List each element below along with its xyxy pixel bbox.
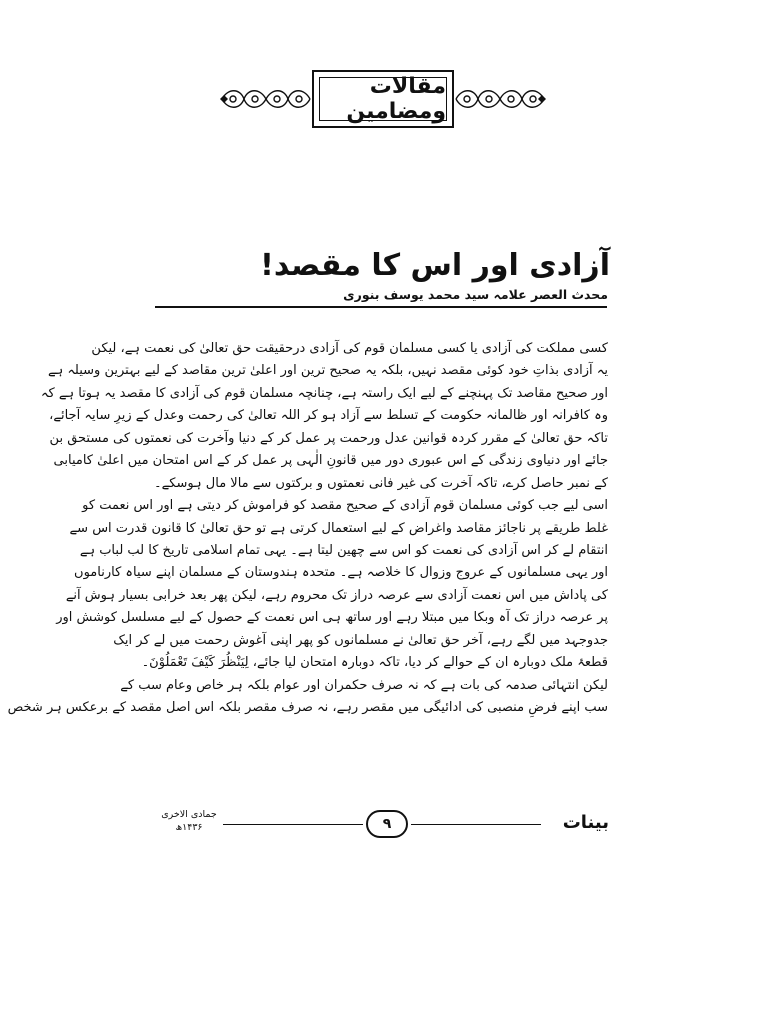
article-body [7, 338, 608, 719]
footer-rule-left [223, 824, 363, 825]
page-number: ۹ [366, 810, 408, 838]
footer-rule-right [411, 824, 541, 825]
body-line: یہ آزادی بذاتِ خود کوئی مقصد نہیں، بلکہ یہ صحیح ترین اور اعلیٰ ترین مقاصد کے لیے بہترین وسیلہ ہے [47, 363, 608, 379]
body-line: قطعۂ ملک دوبارہ ان کے حوالے کر دیا، تاکہ دوبارہ امتحان لیا جائے، لِیَنْظُرَ کَیْفَ تَعْمَلُوْنَ۔ [141, 655, 608, 671]
issue-month: جمادی الاخری [161, 809, 217, 820]
body-line: وہ کافرانہ اور ظالمانہ حکومت کے تسلط سے آزاد ہو کر اللہ تعالیٰ کی رحمت وعدل کے زیرِ سایہ آجائے، [49, 408, 608, 424]
body-line: انتقام لے کر اس آزادی کی نعمت کو اس سے چھین لیتا ہے۔ یہی تمام اسلامی تاریخ کا لب لباب ہے [79, 542, 608, 558]
body-line: غلط طریقے پر ناجائز مقاصد واغراض کے لیے استعمال کرتی ہے تو حق تعالیٰ کا قانون قدرت اس سے [69, 520, 608, 536]
body-line: کے نمبر حاصل کرے، تاکہ آخرت کی غیر فانی نعمتوں و برکتوں سے مالا مال ہوسکے۔ [154, 475, 608, 491]
issue-date [157, 808, 221, 834]
body-line: کسی مملکت کی آزادی یا کسی مسلمان قوم کی آزادی درحقیقت حق تعالیٰ کی نعمت ہے، لیکن [91, 341, 608, 356]
issue-year: ۱۴۳۶ھ [175, 822, 203, 833]
section-title-frame [312, 70, 454, 128]
body-line: اسی لیے جب کوئی مسلمان قوم آزادی کے صحیح مقصد کو فراموش کر دیتی ہے اور اس نعمت کو [82, 498, 608, 514]
body-line: جدوجہد میں لگے رہے، آخر حق تعالیٰ نے مسلمانوں کو پھر اپنی آغوش رحمت میں لے کر ایک [113, 632, 608, 648]
article-author: محدث العصر علامہ سید محمد یوسف بنوری [343, 287, 608, 302]
body-line: لیکن انتہائی صدمہ کی بات ہے کہ نہ صرف حکمران اور عوام بلکہ ہر خاص وعام سب کے [120, 677, 608, 693]
article-title: آزادی اور اس کا مقصد! [260, 248, 610, 283]
body-line: اور یہی مسلمانوں کے عروج وزوال کا خلاصہ ہے۔ متحدہ ہندوستان کے مسلمان اپنے سیاہ کارناموں [74, 565, 608, 581]
body-line: کی پاداش میں اس نعمت آزادی سے عرصہ دراز تک محروم رہے، لیکن پھر بعد خرابی بسیار ہوش آنے [65, 587, 608, 603]
body-line: تاکہ حق تعالیٰ کے مقرر کردہ قوانین عدل ورحمت پر عمل کر کے دنیا وآخرت کی نعمتوں کی مستحق بن [49, 430, 608, 446]
page-footer [157, 808, 609, 844]
body-line: اور صحیح مقاصد تک پہنچنے کے لیے ایک راستہ ہے، چنانچہ مسلمان قوم کی آزادی کا مقصد یہ ہوتا ہے کہ [40, 385, 608, 401]
body-line: پر عرصہ دراز تک آہ وبکا میں مبتلا رہے اور ساتھ ہی اس نعمت کے حصول کے لیے مسلسل کوشش اور [56, 610, 608, 626]
body-line: سب اپنے فرضِ منصبی کی ادائیگی میں مقصر رہے، نہ صرف مقصر بلکہ اس اصل مقصد کے برعکس ہر شخص [7, 700, 608, 715]
journal-logo: بینات [562, 812, 609, 833]
author-divider [155, 306, 607, 308]
section-title: مقالات ومضامین [319, 77, 447, 121]
body-line: جائے اور دنیاوی زندگی کے اس عبوری دور میں قانونِ الٰہی پر عمل کر کے اس امتحان میں اعلیٰ کامیابی [53, 453, 608, 469]
